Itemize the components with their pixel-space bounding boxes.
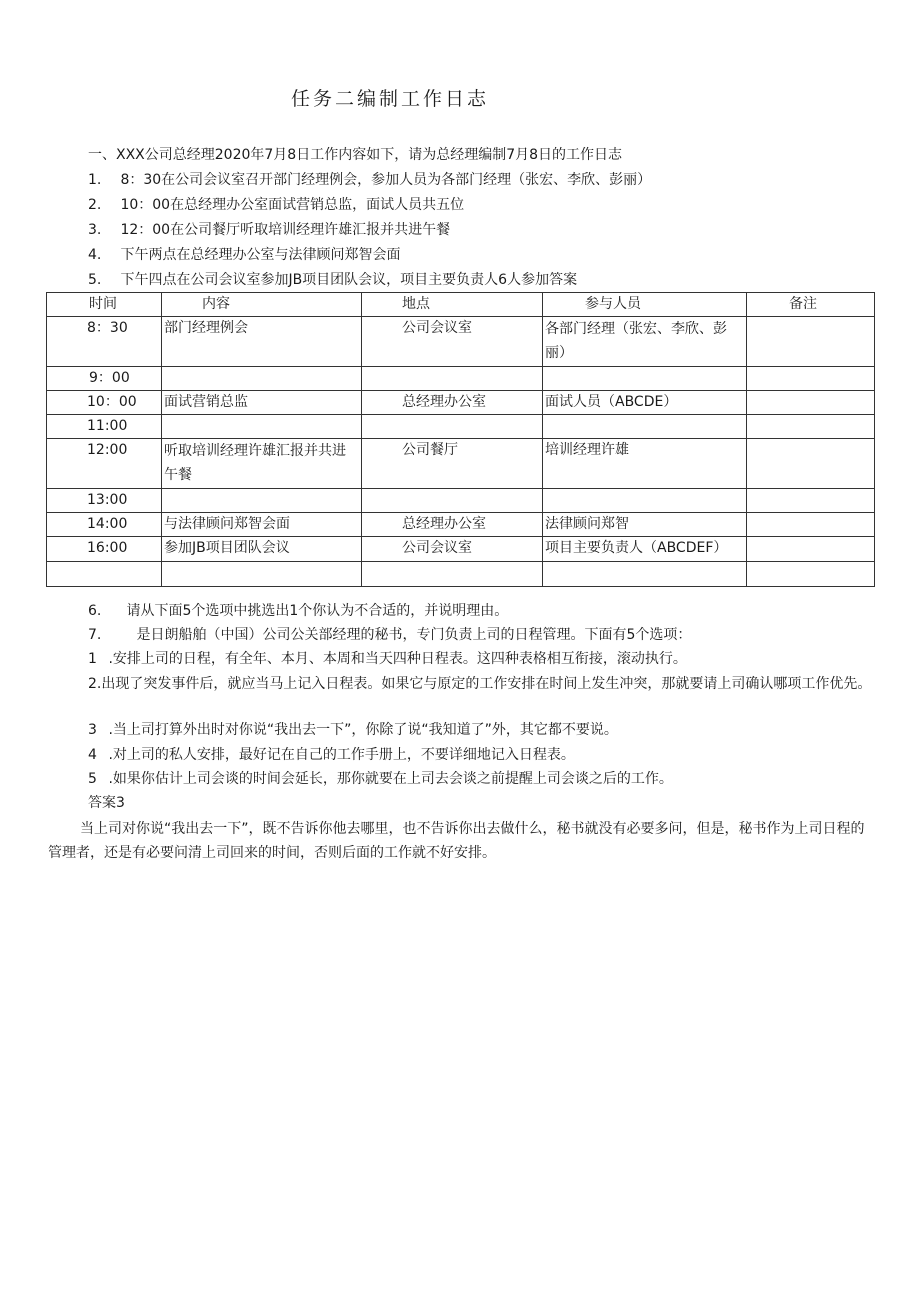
cell-participants: 面试人员（ABCDE）	[543, 391, 747, 415]
table-row	[47, 439, 875, 489]
work-log-table	[46, 292, 875, 587]
option-number: 3	[88, 722, 97, 738]
table-row	[47, 513, 875, 537]
cell-remarks	[747, 317, 875, 367]
cell-participants	[543, 415, 747, 439]
option-number: 5	[88, 771, 97, 787]
option-text: .如果你估计上司会谈的时间会延长，那你就要在上司去会谈之前提醒上司会谈之后的工作。	[108, 771, 673, 787]
cell-participants: 各部门经理（张宏、李欣、彭丽）	[543, 317, 747, 367]
cell-time: 16:00	[47, 537, 162, 562]
cell-time: 10：00	[47, 391, 162, 415]
cell-content: 部门经理例会	[162, 317, 362, 367]
question-number: 7.	[88, 627, 102, 643]
question-text: 请从下面5个选项中挑选出1个你认为不合适的，并说明理由。	[126, 603, 509, 619]
cell-remarks	[747, 367, 875, 391]
cell-location	[362, 367, 543, 391]
cell-remarks	[747, 489, 875, 513]
table-row	[47, 537, 875, 562]
cell-content: 听取培训经理许雄汇报并共进午餐	[162, 439, 362, 489]
cell-time: 11:00	[47, 415, 162, 439]
task-number: 3.	[88, 222, 102, 238]
task-text: 下午四点在公司会议室参加JB项目团队会议，项目主要负责人6人参加答案	[120, 272, 578, 288]
header-content: 内容	[162, 293, 362, 317]
question-7	[88, 625, 691, 645]
task-number: 4.	[88, 247, 102, 263]
cell-remarks	[747, 439, 875, 489]
header-remarks: 备注	[747, 293, 875, 317]
table-row	[47, 415, 875, 439]
page-title: 任务二编制工作日志	[290, 88, 489, 110]
table-row	[47, 391, 875, 415]
cell-remarks	[747, 537, 875, 562]
cell-location	[362, 489, 543, 513]
cell-participants: 培训经理许雄	[543, 439, 747, 489]
cell-location: 总经理办公室	[362, 513, 543, 537]
cell-participants: 法律顾问郑智	[543, 513, 747, 537]
question-6	[88, 601, 508, 621]
task-number: 5.	[88, 272, 102, 288]
cell-remarks	[747, 415, 875, 439]
task-item	[88, 170, 651, 190]
cell-location: 公司餐厅	[362, 439, 543, 489]
cell-location: 公司会议室	[362, 317, 543, 367]
cell-content	[162, 489, 362, 513]
cell-remarks	[747, 513, 875, 537]
option-number: 1	[88, 651, 97, 667]
table-header-row	[47, 293, 875, 317]
cell-time: 8：30	[47, 317, 162, 367]
answer-text: 当上司对你说“我出去一下”，既不告诉你他去哪里，也不告诉你出去做什么，秘书就没有必要多问，但是，秘书作为上司日程的管理者，还是有必要问清上司回来的时间，否则后面的工作就不好安排。	[48, 821, 865, 861]
cell-location: 公司会议室	[362, 537, 543, 562]
cell-remarks	[747, 391, 875, 415]
header-time: 时间	[47, 293, 162, 317]
task-text: 8：30在公司会议室召开部门经理例会，参加人员为各部门经理（张宏、李欣、彭丽）	[120, 172, 652, 188]
header-participants: 参与人员	[543, 293, 747, 317]
cell-participants: 项目主要负责人（ABCDEF）	[543, 537, 747, 562]
option-number: 2	[88, 676, 97, 692]
cell-time	[47, 562, 162, 587]
task-text: 12：00在公司餐厅听取培训经理许雄汇报并共进午餐	[120, 222, 451, 238]
cell-content: 与法律顾问郑智会面	[162, 513, 362, 537]
cell-content: 参加JB项目团队会议	[162, 537, 362, 562]
question-text: 是日朗船舶（中国）公司公关部经理的秘书，专门负责上司的日程管理。下面有5个选项：	[136, 627, 692, 643]
option-item	[88, 745, 575, 765]
option-item	[88, 769, 673, 789]
task-item	[88, 245, 400, 265]
option-text: .对上司的私人安排，最好记在自己的工作手册上，不要详细地记入日程表。	[108, 747, 575, 763]
option-item	[88, 720, 618, 740]
table-row	[47, 562, 875, 587]
question-number: 6.	[88, 603, 102, 619]
intro-text: 一、XXX公司总经理2020年7月8日工作内容如下，请为总经理编制7月8日的工作日志	[88, 147, 623, 163]
cell-content	[162, 367, 362, 391]
option-item	[88, 649, 687, 669]
cell-content: 面试营销总监	[162, 391, 362, 415]
task-item	[88, 220, 450, 240]
cell-time: 14:00	[47, 513, 162, 537]
table-row	[47, 489, 875, 513]
cell-location	[362, 562, 543, 587]
task-text: 下午两点在总经理办公室与法律顾问郑智会面	[120, 247, 401, 263]
table-row	[47, 367, 875, 391]
cell-content	[162, 415, 362, 439]
header-location: 地点	[362, 293, 543, 317]
option-number: 4	[88, 747, 97, 763]
task-item	[88, 195, 464, 215]
table-row	[47, 317, 875, 367]
cell-participants	[543, 562, 747, 587]
task-number: 1.	[88, 172, 102, 188]
cell-time: 9：00	[47, 367, 162, 391]
cell-remarks	[747, 562, 875, 587]
task-item	[88, 270, 577, 290]
option-item	[48, 672, 878, 696]
cell-location: 总经理办公室	[362, 391, 543, 415]
option-text: .出现了突发事件后，就应当马上记入日程表。如果它与原定的工作安排在时间上发生冲突，那就要请上司确认哪项工作优先。	[96, 676, 872, 692]
option-text: .当上司打算外出时对你说“我出去一下”，你除了说“我知道了”外，其它都不要说。	[108, 722, 618, 738]
task-number: 2.	[88, 197, 102, 213]
option-text: .安排上司的日程，有全年、本月、本周和当天四种日程表。这四种表格相互衔接，滚动执行。	[108, 651, 687, 667]
cell-time: 12:00	[47, 439, 162, 489]
answer-label: 答案3	[88, 795, 125, 811]
cell-participants	[543, 489, 747, 513]
cell-location	[362, 415, 543, 439]
cell-content	[162, 562, 362, 587]
cell-time: 13:00	[47, 489, 162, 513]
task-text: 10：00在总经理办公室面试营销总监，面试人员共五位	[120, 197, 465, 213]
cell-participants	[543, 367, 747, 391]
